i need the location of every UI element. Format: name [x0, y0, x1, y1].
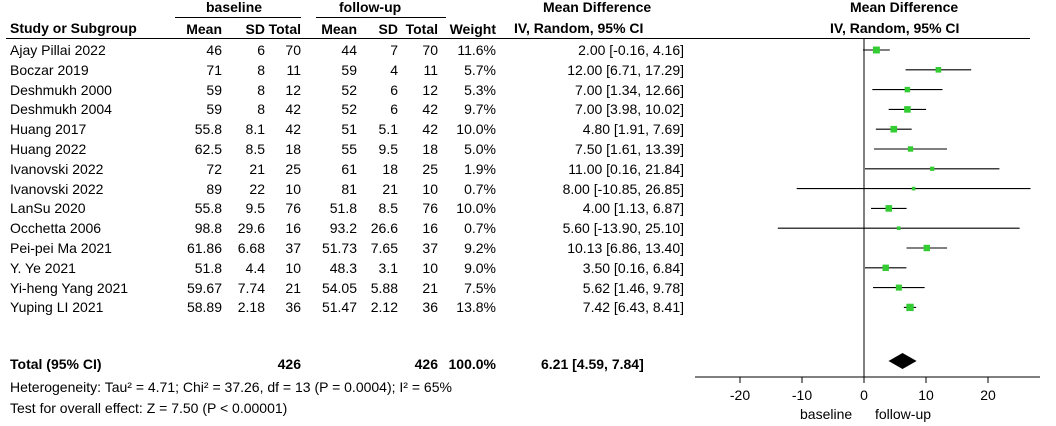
followup-sd: 18 — [382, 160, 398, 177]
mean-difference-ci: 7.00 [3.98, 10.02] — [575, 101, 684, 118]
axis-label-baseline: baseline — [800, 406, 853, 422]
baseline-mean: 59 — [206, 101, 222, 118]
baseline-mean: 51.8 — [194, 259, 222, 276]
followup-sd: 8.5 — [378, 200, 398, 217]
followup-mean: 44 — [341, 42, 357, 58]
x-tick-label: 20 — [980, 387, 996, 403]
baseline-total: 42 — [285, 101, 301, 118]
mean-difference-ci: 11.00 [0.16, 21.84] — [568, 160, 684, 177]
baseline-sd: 8.1 — [245, 121, 265, 138]
col-weight-header: Weight — [449, 21, 496, 37]
study-name: Yi-heng Yang 2021 — [10, 279, 129, 296]
baseline-mean: 89 — [206, 180, 222, 197]
study-marker — [904, 106, 911, 113]
followup-mean: 51.73 — [321, 240, 357, 256]
md-column-title: Mean Difference — [543, 0, 652, 15]
total-followup: 426 — [414, 356, 438, 372]
mean-difference-ci: 7.42 [6.43, 8.41] — [582, 299, 684, 316]
followup-sd: 2.12 — [370, 299, 398, 316]
study-name: Deshmukh 2000 — [10, 81, 112, 98]
study-marker — [883, 265, 889, 271]
followup-mean: 48.3 — [329, 259, 357, 276]
study-marker — [930, 167, 934, 171]
followup-total: 16 — [422, 220, 438, 237]
pooled-diamond — [888, 353, 916, 369]
followup-total: 42 — [422, 121, 438, 138]
plot-title: Mean Difference — [850, 0, 959, 15]
mean-difference-ci: 3.50 [0.16, 6.84] — [582, 259, 684, 276]
x-tick-label: -10 — [791, 387, 813, 403]
overall-effect-text: Test for overall effect: Z = 7.50 (P < 0.00001) — [10, 400, 288, 416]
baseline-mean: 98.8 — [194, 220, 222, 237]
followup-sd: 9.5 — [378, 141, 398, 157]
weight: 5.3% — [464, 81, 496, 98]
mean-difference-ci: 10.13 [6.86, 13.40] — [567, 240, 684, 256]
followup-total: 70 — [422, 42, 438, 58]
weight: 5.0% — [464, 141, 496, 157]
weight: 0.7% — [464, 180, 496, 197]
study-name: Occhetta 2006 — [10, 220, 102, 237]
baseline-sd: 8 — [257, 101, 265, 118]
study-name: LanSu 2020 — [10, 200, 86, 217]
axis-label-followup: follow-up — [875, 406, 932, 422]
baseline-sd: 6 — [257, 42, 265, 58]
col-total1-header: Total — [268, 21, 301, 37]
total-weight: 100.0% — [448, 356, 496, 372]
study-marker — [905, 87, 910, 92]
col-sd2-header: SD — [378, 21, 398, 37]
weight: 11.6% — [457, 42, 496, 58]
baseline-total: 18 — [285, 141, 301, 157]
col-mean1-header: Mean — [186, 21, 222, 37]
followup-mean: 51 — [341, 121, 357, 138]
followup-total: 76 — [422, 200, 438, 217]
baseline-total: 21 — [285, 279, 301, 296]
followup-total: 11 — [423, 61, 438, 78]
x-tick-label: -20 — [729, 387, 751, 403]
followup-mean: 81 — [341, 180, 357, 197]
baseline-mean: 62.5 — [194, 141, 222, 157]
baseline-total: 36 — [285, 299, 301, 316]
study-marker — [896, 285, 902, 291]
followup-mean: 52 — [341, 81, 357, 98]
followup-sd: 21 — [382, 180, 398, 197]
baseline-total: 12 — [285, 81, 301, 98]
col-total2-header: Total — [405, 21, 438, 37]
baseline-total: 10 — [285, 180, 301, 197]
study-marker — [906, 304, 913, 311]
study-marker — [908, 146, 913, 151]
mean-difference-ci: 5.60 [-13.90, 25.10] — [562, 220, 684, 237]
study-marker — [890, 126, 897, 133]
study-marker — [936, 67, 942, 73]
study-name: Pei-pei Ma 2021 — [10, 240, 112, 256]
baseline-total: 16 — [285, 220, 301, 237]
study-name: Huang 2017 — [10, 121, 87, 138]
baseline-total: 76 — [285, 200, 301, 217]
group-followup-label: follow-up — [339, 0, 402, 15]
mean-difference-ci: 4.80 [1.91, 7.69] — [582, 121, 684, 138]
total-label: Total (95% CI) — [10, 356, 102, 372]
baseline-total: 11 — [286, 61, 301, 78]
weight: 10.0% — [456, 121, 496, 138]
study-name: Boczar 2019 — [10, 61, 89, 78]
followup-mean: 55 — [341, 141, 357, 157]
followup-mean: 93.2 — [329, 220, 357, 237]
total-ci: 6.21 [4.59, 7.84] — [541, 356, 644, 372]
weight: 9.2% — [464, 240, 496, 256]
mean-difference-ci: 2.00 [-0.16, 4.16] — [578, 42, 684, 58]
weight: 7.5% — [464, 279, 496, 296]
study-marker — [873, 47, 880, 54]
md-column-subtitle: IV, Random, 95% CI — [514, 20, 644, 36]
followup-sd: 6 — [390, 101, 398, 118]
weight: 5.7% — [464, 61, 496, 78]
study-name: Deshmukh 2004 — [10, 101, 112, 118]
baseline-sd: 21 — [249, 160, 265, 177]
followup-sd: 7.65 — [370, 240, 398, 256]
followup-total: 25 — [422, 160, 438, 177]
followup-mean: 51.47 — [321, 299, 357, 316]
study-name: Ivanovski 2022 — [10, 180, 104, 197]
baseline-sd: 29.6 — [237, 220, 265, 237]
study-name: Yuping LI 2021 — [10, 299, 104, 316]
study-marker — [924, 245, 930, 251]
followup-total: 10 — [422, 259, 438, 276]
study-marker — [912, 187, 916, 191]
baseline-sd: 8 — [257, 81, 265, 98]
followup-sd: 3.1 — [378, 259, 398, 276]
followup-sd: 26.6 — [370, 220, 398, 237]
followup-total: 36 — [422, 299, 438, 316]
baseline-mean: 72 — [206, 160, 222, 177]
followup-sd: 5.88 — [370, 279, 398, 296]
baseline-sd: 8.5 — [245, 141, 265, 157]
followup-mean: 59 — [341, 61, 357, 78]
baseline-mean: 59.67 — [186, 279, 222, 296]
col-study-header: Study or Subgroup — [10, 20, 137, 36]
study-name: Huang 2022 — [10, 141, 87, 157]
baseline-sd: 7.74 — [237, 279, 265, 296]
followup-total: 37 — [422, 240, 438, 256]
baseline-sd: 22 — [249, 180, 265, 197]
baseline-sd: 6.68 — [237, 240, 265, 256]
followup-sd: 4 — [390, 61, 398, 78]
x-tick-label: 0 — [860, 387, 868, 403]
baseline-sd: 2.18 — [237, 299, 265, 316]
followup-total: 12 — [422, 81, 438, 98]
weight: 9.0% — [464, 259, 496, 276]
weight: 0.7% — [464, 220, 496, 237]
total-baseline: 426 — [277, 356, 301, 372]
baseline-total: 25 — [285, 160, 301, 177]
mean-difference-ci: 5.62 [1.46, 9.78] — [582, 279, 684, 296]
baseline-mean: 71 — [206, 61, 222, 78]
mean-difference-ci: 7.00 [1.34, 12.66] — [575, 81, 684, 98]
weight: 1.9% — [464, 160, 496, 177]
followup-total: 18 — [422, 141, 438, 157]
followup-sd: 7 — [390, 42, 398, 58]
heterogeneity-text: Heterogeneity: Tau² = 4.71; Chi² = 37.26, df = 13 (P = 0.0004); I² = 65% — [10, 379, 452, 395]
followup-mean: 52 — [341, 101, 357, 118]
baseline-total: 37 — [285, 240, 301, 256]
followup-sd: 5.1 — [378, 121, 398, 138]
followup-total: 21 — [422, 279, 438, 296]
weight: 13.8% — [456, 299, 496, 316]
baseline-sd: 4.4 — [245, 259, 265, 276]
study-marker — [885, 205, 892, 212]
followup-mean: 61 — [341, 160, 357, 177]
followup-mean: 54.05 — [321, 279, 357, 296]
mean-difference-ci: 7.50 [1.61, 13.39] — [575, 141, 684, 157]
study-name: Ivanovski 2022 — [10, 160, 104, 177]
baseline-mean: 55.8 — [194, 121, 222, 138]
mean-difference-ci: 8.00 [-10.85, 26.85] — [562, 180, 684, 197]
weight: 10.0% — [456, 200, 496, 217]
col-mean2-header: Mean — [321, 21, 357, 37]
baseline-mean: 58.89 — [186, 299, 222, 316]
followup-total: 42 — [422, 101, 438, 118]
baseline-mean: 55.8 — [194, 200, 222, 217]
baseline-sd: 9.5 — [245, 200, 265, 217]
baseline-total: 10 — [285, 259, 301, 276]
followup-sd: 6 — [390, 81, 398, 98]
study-name: Y. Ye 2021 — [10, 259, 76, 276]
group-baseline-label: baseline — [206, 0, 263, 15]
followup-mean: 51.8 — [329, 200, 357, 217]
mean-difference-ci: 12.00 [6.71, 17.29] — [567, 61, 684, 78]
baseline-sd: 8 — [257, 61, 265, 78]
study-marker — [897, 226, 901, 230]
weight: 9.7% — [464, 101, 496, 118]
baseline-mean: 59 — [206, 81, 222, 98]
mean-difference-ci: 4.00 [1.13, 6.87] — [582, 200, 684, 217]
col-sd1-header: SD — [245, 21, 265, 37]
x-tick-label: 10 — [918, 387, 934, 403]
study-name: Ajay Pillai 2022 — [10, 42, 106, 58]
baseline-mean: 46 — [206, 42, 222, 58]
baseline-mean: 61.86 — [186, 240, 222, 256]
plot-subtitle: IV, Random, 95% CI — [830, 20, 960, 36]
followup-total: 10 — [422, 180, 438, 197]
baseline-total: 70 — [285, 42, 301, 58]
baseline-total: 42 — [285, 121, 301, 138]
